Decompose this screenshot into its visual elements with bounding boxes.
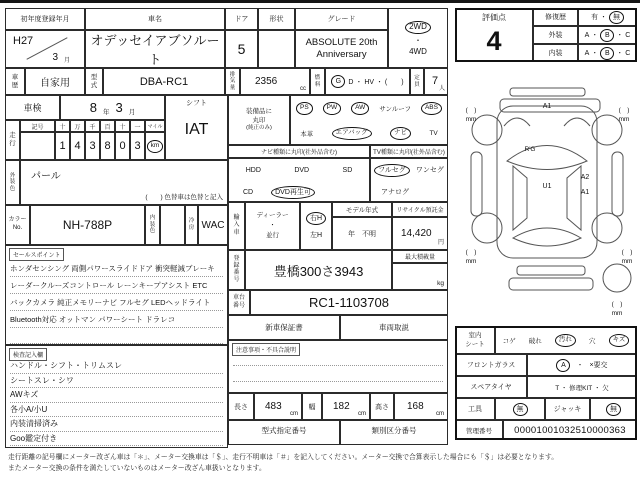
height-unit: cm: [436, 411, 444, 417]
mark-u1-roof: U1: [542, 183, 552, 190]
length-number: 483: [265, 401, 282, 412]
note-line: Goo鑑定付き: [10, 432, 223, 447]
model-code-label: 型式: [85, 68, 103, 95]
door-label: ドア: [225, 8, 258, 30]
capacity-unit: 人: [438, 86, 445, 92]
model-year-value: 年 不明: [332, 217, 392, 250]
grade-value: [295, 30, 388, 68]
note-line: 各小A/小U: [10, 403, 223, 418]
height-label: 高さ: [370, 393, 394, 420]
shaken-value: [60, 95, 165, 120]
shaken-month-suffix: 月: [128, 109, 136, 116]
grade-line1: ABSOLUTE 20th: [305, 36, 378, 48]
tread-paren-spare: ( ): [611, 301, 623, 308]
seat-label: [455, 326, 495, 354]
tread-mm-fr: mm: [618, 116, 630, 123]
interior-color-label: 内装色: [145, 205, 160, 245]
note-line: シートスレ・シワ: [10, 374, 223, 389]
digit-header: 一: [130, 120, 145, 132]
inspector-notes-tag: 検査記入欄: [9, 348, 47, 361]
jack-label: ジャッキ: [545, 398, 590, 420]
seat-burn: コゲ: [502, 337, 516, 345]
tools-none-circled: 無: [513, 403, 528, 416]
mgmt-no-label: 管理番号: [455, 420, 503, 440]
mile-header: マイル: [145, 120, 165, 132]
import-parallel: 並行: [266, 231, 279, 239]
spare-tire-value: T ・ 修理KIT ・ 欠: [527, 376, 637, 398]
recycle-fee-unit: 円: [437, 240, 444, 246]
exterior-color-value: [20, 160, 228, 205]
mileage-sign-header: 記号: [20, 120, 55, 132]
seat-label-2: シート: [465, 341, 485, 348]
displacement-value: [240, 68, 310, 95]
length-label: 長さ: [228, 393, 254, 420]
shaken-label: 車検: [5, 95, 60, 120]
tread-mm-rl: mm: [465, 258, 477, 265]
disclaimer-line1: 走行距離の記号欄にメーター改ざん車は「＊」、メーター交換車は「＄」、走行不明車は「＃」を記入してください。メーター交換で合算表示した場合にも「＄」は必要となります。: [8, 454, 558, 461]
caution-tag: 注意事項・不具合説明: [232, 343, 300, 356]
car-body-outline: [497, 106, 597, 258]
seat-stain-circled: 汚れ: [555, 334, 576, 347]
nav-hdd: HDD: [245, 166, 261, 174]
score-value: 4: [486, 25, 502, 56]
caution-box: [228, 340, 448, 393]
nav-type-items: [228, 158, 370, 202]
tread-mm-spare: mm: [611, 310, 623, 317]
repair-yes: 有: [591, 14, 598, 21]
int-b-circled: B: [600, 47, 614, 60]
mileage-digit: 3: [85, 132, 100, 160]
height-value: [394, 393, 448, 420]
fuel-value: [325, 68, 410, 95]
tv-analog: アナログ: [381, 189, 409, 196]
capacity-value: [424, 68, 448, 95]
chassis-label: 車台番号: [228, 290, 250, 315]
top-border-line: [0, 0, 640, 3]
equip-tv: TV: [429, 130, 438, 137]
ac-value: WAC: [198, 205, 228, 245]
jack-value: [590, 398, 637, 420]
tread-mm-fl: mm: [465, 116, 477, 123]
tools-value: [495, 398, 545, 420]
score-label: 評価点: [482, 13, 506, 22]
int-a: A: [584, 49, 590, 57]
plate-label: 登録番号: [228, 250, 245, 290]
drive-type-cell: [388, 8, 448, 68]
ext-dot1: ・: [591, 32, 599, 39]
sales-points-tag: セールスポイント: [9, 248, 64, 261]
glass-replace: ×要交: [589, 362, 608, 369]
note-line: ハンドル・シフト・トリムスレ: [10, 359, 223, 374]
plate-value: 豊橋300さ3943: [245, 250, 392, 290]
equipment-label-1: 装備品に: [246, 108, 272, 116]
exterior-color-label: 外装色: [5, 160, 20, 205]
reg-year: H27: [13, 35, 34, 47]
score-cell: [455, 8, 533, 62]
seat-tear: 破れ: [528, 337, 542, 345]
max-load-header: 最大積載量: [392, 250, 448, 263]
seat-label-1: 室内: [468, 331, 482, 339]
interior-grade-label: 内装: [533, 44, 578, 62]
nav-cd: CD: [243, 188, 254, 196]
tread-paren-fl: ( ): [465, 107, 477, 114]
shift-value: IAT: [184, 121, 209, 138]
width-value: [322, 393, 370, 420]
rear-bumper-bar: [517, 266, 585, 275]
mileage-digit: 3: [130, 132, 145, 160]
first-reg-label: 初年度登録年月: [5, 8, 85, 30]
import-dealer: ディーラー: [256, 212, 289, 220]
capacity-label: 定員: [410, 68, 424, 95]
tv-oneseg: ワンセグ: [415, 167, 444, 174]
manual-cell: 車両取説: [340, 315, 448, 340]
rear-window: [513, 228, 581, 246]
equip-navi-circled: ナビ: [390, 127, 411, 140]
digit-header: 十: [115, 120, 130, 132]
seat-condition-items: [495, 326, 637, 354]
repair-dot: ・: [600, 14, 607, 21]
shift-cell: [165, 95, 228, 160]
digit-header: 万: [70, 120, 85, 132]
shape-label: 形状: [258, 8, 295, 30]
windshield-value: [527, 354, 637, 376]
recycle-fee-value: [392, 217, 448, 250]
ac-label: 冷房: [185, 205, 198, 245]
equip-pw-circled: PW: [323, 102, 341, 115]
height-number: 168: [407, 401, 424, 412]
tools-label: 工具: [455, 398, 495, 420]
equip-ps-circled: PS: [296, 102, 313, 115]
left-side-sill: [471, 152, 482, 216]
repair-no-circled: 無: [609, 11, 624, 24]
interior-color-value: [160, 205, 185, 245]
right-pillar: [567, 166, 581, 230]
equipment-label: [228, 95, 290, 145]
car-name-value: オデッセイアブソルート: [85, 30, 225, 68]
warranty-cell: 新車保証書: [228, 315, 340, 340]
seat-hole: 穴: [588, 337, 596, 345]
history-label: 車歴: [5, 68, 25, 95]
spare-tire: [603, 264, 631, 292]
equipment-items: [290, 95, 448, 145]
shaken-year-suffix: 年: [103, 109, 110, 116]
inspector-notes-box: [5, 345, 228, 448]
equipment-label-2: 丸印: [252, 117, 266, 125]
import-dot: ・: [269, 222, 276, 230]
km-circled: km: [147, 140, 164, 153]
mark-a1-front: A1: [542, 103, 552, 110]
model-code-value: DBA-RC1: [103, 68, 225, 95]
glass-dot: ・: [576, 362, 584, 369]
handle-left: 左H: [309, 232, 323, 239]
tv-type-header: TV種類に丸印(社外品含む): [370, 145, 448, 158]
reg-month-suffix: 月: [63, 58, 70, 64]
mileage-digit: 4: [70, 132, 85, 160]
displacement-label: 排気量: [225, 68, 240, 95]
import-label: 輸入車: [228, 202, 245, 250]
caution-dotline: [233, 365, 443, 366]
color-no-label-2: No.: [12, 225, 23, 231]
exterior-color-name: パール: [31, 171, 61, 182]
mark-a2-side: A2: [580, 174, 590, 181]
equip-sunroof: サンルーフ: [379, 106, 411, 113]
mark-a1-side: A1: [580, 189, 590, 196]
digit-header: 十: [55, 120, 70, 132]
mileage-sign-value: [20, 132, 55, 160]
grade-label: グレード: [295, 8, 388, 30]
nav-sd: SD: [342, 166, 353, 174]
nav-dvd: DVD: [294, 166, 310, 174]
tread-paren-rr: ( ): [621, 249, 633, 256]
note-line: 内装清掃済み: [10, 417, 223, 432]
caution-dotline: [233, 381, 443, 382]
equipment-label-3: (純正のみ): [246, 125, 272, 132]
sales-point-line: ホンダセンシング 両側パワースライドドア 衝突軽減ブレーキ: [10, 260, 223, 277]
jack-none-circled: 無: [606, 403, 621, 416]
repair-history-value: [578, 8, 637, 26]
tv-fullseg-circled: フルセグ: [374, 164, 410, 177]
fuel-gasoline-circled: G: [331, 75, 345, 88]
capacity-number: 7: [432, 75, 439, 87]
tv-type-items: [370, 158, 448, 202]
tread-mm-rr: mm: [621, 258, 633, 265]
int-dot1: ・: [591, 50, 599, 57]
import-dealer-cell: [245, 202, 300, 250]
km-unit-cell: [145, 132, 165, 160]
first-reg-value: [5, 30, 85, 68]
int-dot2: ・: [616, 50, 624, 57]
displacement-unit: cc: [300, 86, 306, 92]
history-value: 自家用: [25, 68, 85, 95]
mileage-digit: 0: [115, 132, 130, 160]
glass-a-circled: A: [556, 359, 570, 372]
color-change-note: ( ) 色替車は色替と記入: [145, 194, 223, 201]
shaken-year: 8: [89, 100, 97, 115]
length-value: [254, 393, 302, 420]
note-line: AWキズ: [10, 388, 223, 403]
max-load-value: [392, 263, 448, 290]
headlight-left: [504, 118, 530, 126]
digit-header: 百: [100, 120, 115, 132]
sales-points-box: [5, 245, 228, 345]
sales-point-line: バックカメラ 純正メモリーナビ フルセグ LEDヘッドライト: [10, 294, 223, 311]
rear-bumper: [509, 278, 593, 290]
mileage-digit: 1: [55, 132, 70, 160]
color-no-label-1: カラー: [8, 217, 27, 224]
handle-right-circled: 右H: [306, 212, 326, 225]
reg-month: 3: [52, 52, 58, 63]
exterior-grade-label: 外装: [533, 26, 578, 44]
tread-paren-fr: ( ): [618, 107, 630, 114]
windshield-label: フロントガラス: [455, 354, 527, 376]
sales-point-line: Bluetooth対応 オットマン パワーシート ドラレコ: [10, 311, 223, 328]
int-c: C: [625, 49, 631, 57]
recycle-fee-number: 14,420: [401, 228, 432, 239]
nav-type-header: ナビ種類に丸印(社外品含む): [228, 145, 370, 158]
equip-aw-circled: AW: [351, 102, 369, 115]
recycle-fee-header: リサイクル預託金: [392, 202, 448, 217]
right-side-sill: [612, 152, 623, 216]
width-number: 182: [333, 401, 350, 412]
disclaimer-line2: またメーター交換の条件を満たしていないものはメーター改ざん車扱いとなります。: [8, 464, 266, 472]
max-load-unit: kg: [437, 280, 444, 287]
ext-a: A: [584, 31, 590, 39]
displacement-number: 2356: [255, 76, 278, 87]
fuel-options: D ・ HV ・ ( ): [348, 78, 404, 86]
fuel-label: 燃料: [310, 68, 325, 95]
ext-c: C: [625, 31, 631, 39]
exterior-grade-value: [578, 26, 637, 44]
nav-dvd-play-circled: DVD再生可: [271, 186, 315, 199]
seat-scratch-circled: キズ: [609, 334, 630, 347]
digit-header: 千: [85, 120, 100, 132]
class-number-label: 類別区分番号: [340, 420, 448, 445]
shaken-month: 3: [115, 100, 123, 115]
mileage-digit: 8: [100, 132, 115, 160]
repair-history-label: 修復歴: [533, 8, 578, 26]
length-unit: cm: [290, 411, 298, 417]
mileage-label: 走行: [5, 120, 20, 160]
drive-4wd: 4WD: [409, 46, 427, 56]
width-label: 幅: [302, 393, 322, 420]
color-no-value: NH-788P: [30, 205, 145, 245]
width-unit: cm: [358, 411, 366, 417]
shape-value: [258, 30, 295, 68]
shift-label: シフト: [186, 100, 207, 107]
door-value: 5: [225, 30, 258, 68]
mgmt-no-value: 00001001032510000363: [503, 420, 637, 440]
equip-airbag-circled: エアバッグ: [332, 127, 372, 140]
car-damage-diagram: [457, 66, 637, 324]
equip-abs-circled: ABS: [421, 102, 442, 115]
left-pillar: [513, 166, 527, 230]
type-designation-label: 型式指定番号: [228, 420, 340, 445]
interior-grade-value: [578, 44, 637, 62]
windshield: [507, 146, 587, 170]
color-no-label: [5, 205, 30, 245]
footer-disclaimer: [8, 453, 636, 474]
headlight-right: [564, 118, 590, 126]
mark-glass: R'G: [524, 146, 536, 153]
ext-b-circled: B: [600, 29, 614, 42]
spare-tire-label: スペアタイヤ: [455, 376, 527, 398]
chassis-value: RC1-1103708: [250, 290, 448, 315]
car-name-label: 車名: [85, 8, 225, 30]
drive-2wd-circled: 2WD: [405, 21, 431, 34]
model-year-header: モデル年式: [332, 202, 392, 217]
ext-dot2: ・: [616, 32, 624, 39]
handle-side-cell: [300, 202, 332, 250]
equip-leather: 本革: [300, 131, 314, 138]
grade-line2: Anniversary: [316, 49, 367, 60]
drive-dot: ・: [414, 35, 422, 45]
sales-point-line: レーダークルーズコントロール レーンキープアシスト ETC: [10, 277, 223, 294]
front-bumper-bar: [510, 88, 585, 96]
tread-paren-rl: ( ): [465, 249, 477, 256]
